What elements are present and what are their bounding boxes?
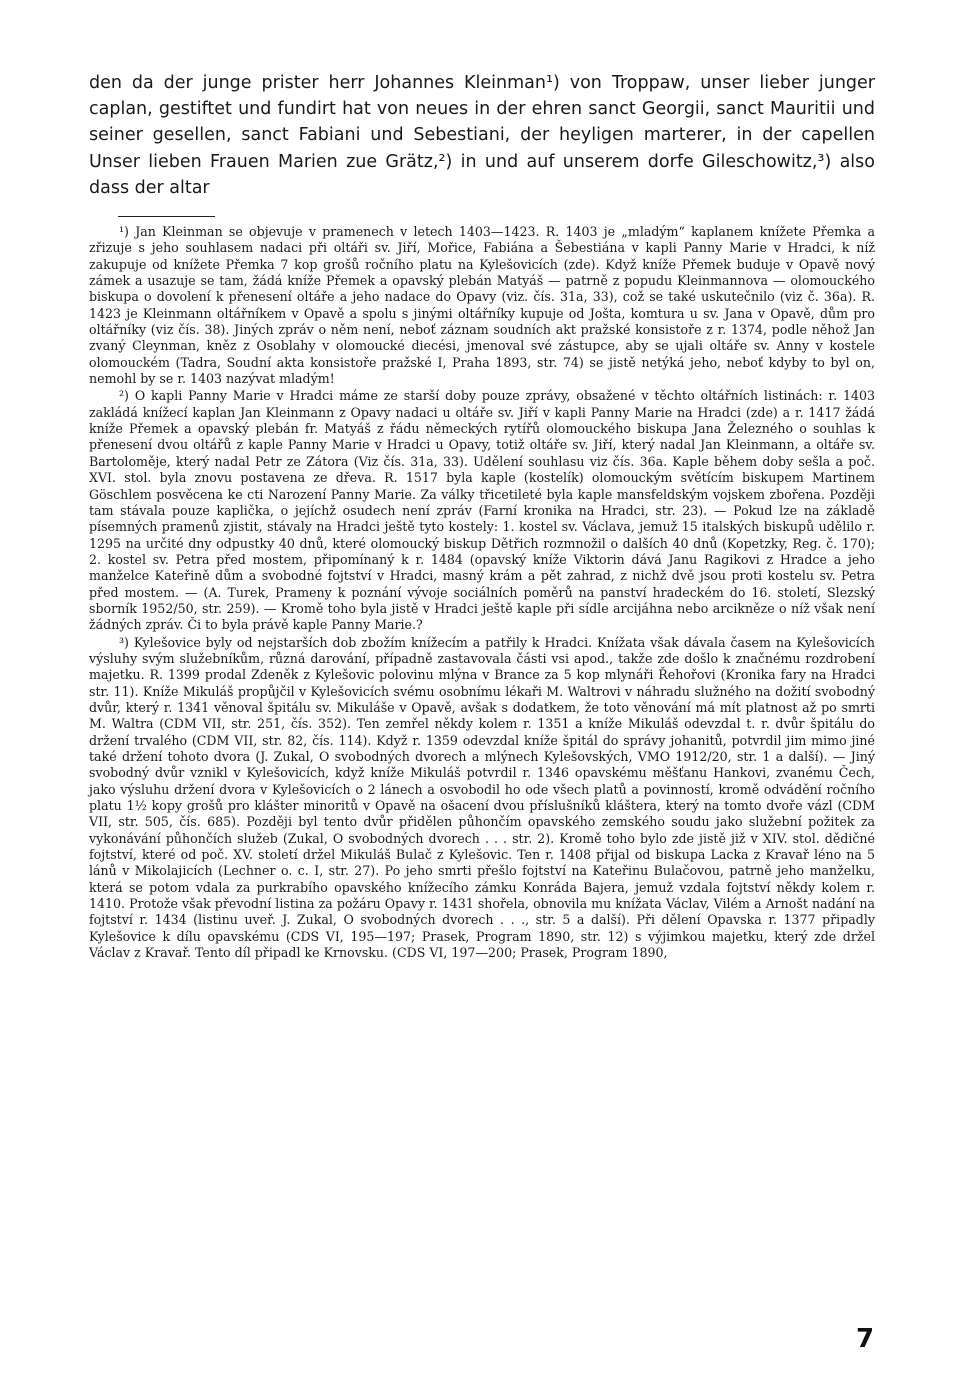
footnotes-block xyxy=(89,224,875,962)
footnote-separator xyxy=(118,216,215,217)
footnote-2: ²) O kapli Panny Marie v Hradci máme ze starší doby pouze zprávy, obsažené v těchto oltářních listinách: r. 1403 zakládá knížecí kaplan Jan Kleinmann z Opavy nadaci u oltáře sv. Jiří v kapli Panny Marie na Hradci (zde) a r. 1417 žádá kníže Přemek a opavský plebán fr. Matyáš z řádu německých rytířů olomouckého biskupa Jana Železného o souhlas k přenesení dvou oltářů z kaple Panny Marie v Hradci u Opavy, totiž oltáře sv. Jiří, který nadal Jan Kleinmann, a oltáře sv. Bartoloměje, který nadal Petr ze Zátora (Viz čís. 31a, 33). Udělení souhlasu viz čís. 36a. Kaple během doby sešla a poč. XVI. stol. byla znovu postavena ze dřeva. R. 1517 byla kaple (kostelík) olomouckým světícím biskupem Martinem Göschlem posvěcena ke cti Narození Panny Marie. Za války třicetileté byla kaple mansfeldským vojskem zbořena. Později tam stávala pouze kaplička, o jejíchž osudech není zpráv (Farní kronika na Hradci, str. 23). — Pokud lze na základě písemných pramenů zjistit, stávaly na Hradci ještě tyto kostely: 1. kostel sv. Václava, jemuž 15 italských biskupů udělilo r. 1295 na určité dny odpustky 40 dnů, které olomoucký biskup Dětřich rozmnožil o dalších 40 dnů (Kopetzky, Reg. č. 170); 2. kostel sv. Petra před mostem, připomínaný k r. 1484 (opavský kníže Viktorin dává Janu Ragikovi z Hradce a jeho manželce Kateřině dům a svobodné fojtství v Hradci, masný krám a pět zahrad, z nichž dvě jsou proti kostelu sv. Petra před mostem. — (A. Turek, Prameny k poznání vývoje sociálních poměrů na panství hradeckém do 16. století, Slezský sborník 1952/50, str. 259). — Kromě toho byla jistě v Hradci ještě kaple při sídle arcijáhna nebo arcikněze o níž však není žádných zpráv. Či to byla právě kaple Panny Marie.? xyxy=(89,388,875,633)
page-number: 7 xyxy=(856,1324,875,1354)
footnote-1: ¹) Jan Kleinman se objevuje v pramenech v letech 1403—1423. R. 1403 je „mladým“ kaplanem knížete Přemka a zřizuje s jeho souhlasem nadaci při oltáři sv. Jiří, Mořice, Fabiána a Šebestiána v kapli Panny Marie v Hradci, k níž zakupuje od knížete Přemka 7 kop grošů ročního platu na Kylešovicích (zde). Když kníže Přemek buduje v Opavě nový zámek a usazuje se tam, žádá kníže Přemek a opavský plebán Matyáš — patrně z popudu Kleinmannova — olomouckého biskupa o dovolení k přenesení oltáře a jeho nadace do Opavy (viz. čís. 31a, 33), což se také uskutečnilo (viz č. 36a). R. 1423 je Kleinmann oltářníkem v Opavě a spolu s jinými oltářníky kupuje od Jošta, komtura u sv. Jana v Opavě, dům pro oltářníky (viz čís. 38). Jiných zpráv o něm není, neboť záznam soudních akt pražské konsistoře z r. 1374, podle něhož Jan zvaný Cleynman, kněz z Osoblahy v olomoucké diecési, jmenoval své zástupce, aby se ujali oltáře sv. Anny v kostele olomouckém (Tadra, Soudní akta konsistoře pražské I, Praha 1893, str. 74) se jistě netýká jeho, neboť kdyby to byl on, nemohl by se r. 1403 nazývat mladým! xyxy=(89,224,875,387)
main-paragraph: den da der junge prister herr Johannes Kleinman¹) von Troppaw, unser lieber junger caplan, gestiftet und fundirt hat von neues in der ehren sanct Georgii, sanct Mauritii und seiner gesellen, sanct Fabiani und Sebestiani, der heyligen marterer, in der capellen Unser lieben Frauen Marien zue Grätz,²) in und auf unserem dorfe Gileschowitz,³) also dass der altar xyxy=(89,73,875,198)
footnote-3: ³) Kylešovice byly od nejstarších dob zbožím knížecím a patřily k Hradci. Knížata však dávala časem na Kylešovicích výsluhy svým služebníkům, různá darování, případně zastavovala části vsi apod., takže zde došlo k značnému rozdrobení majetku. R. 1399 prodal Zdeněk z Kylešovic polovinu mlýna v Brance za 5 kop mlynáři Řehořovi (Kronika fary na Hradci str. 11). Kníže Mikuláš propůjčil v Kylešovicích svému osobnímu lékaři M. Waltrovi v náhradu služného na dožití svobodný dvůr, který r. 1341 věnoval špitálu sv. Mikuláše v Opavě, avšak s dodatkem, že toto věnování má mít platnost až po smrti M. Waltra (CDM VII, str. 251, čís. 352). Ten zemřel někdy kolem r. 1351 a kníže Mikuláš odevzdal t. r. dvůr špitálu do držení trvalého (CDM VII, str. 82, čís. 114). Když r. 1359 odevzdal kníže špitál do správy johanitů, potvrdil jim mimo jiné také držení tohoto dvora (J. Zukal, O svobodných dvorech a mlýnech Kylešovských, VMO 1912/20, str. 1 a další). — Jiný svobodný dvůr vznikl v Kylešovicích, když kníže Mikuláš potvrdil r. 1346 opavskému měšťanu Hankovi, zvanému Čech, jako výsluhu držení dvora v Kylešovicích o 2 lánech a osvobodil ho ode všech platů a povinností, kromě odvádění ročního platu 1½ kopy grošů pro klášter minoritů v Opavě na ošacení dvou příslušníků kláštera, který na tomto dvoře vázl (CDM VII, str. 505, čís. 685). Později byl tento dvůr přidělen půhončím opavského zemského soudu jako služební požitek za vykonávání půhončích služeb (Zukal, O svobodných dvorech . . . str. 2). Kromě toho bylo zde jistě již v XIV. stol. dědičné fojtství, které od poč. XV. století držel Mikuláš Bulač z Kylešovic. Ten r. 1408 přijal od biskupa Lacka z Kravař léno na 5 lánů v Mikolajicích (Lechner o. c. I, str. 27). Po jeho smrti přešlo fojtství na Kateřinu Bulačovou, patrně jeho manželku, která se potom vdala za purkrabího opavského knížecího zámku Konráda Bajera, jemuž vzdala fojtství někdy kolem r. 1410. Protože však převodní listina za požáru Opavy r. 1431 shořela, obnovila mu knížata Václav, Vilém a Arnošt nadání na fojtství r. 1434 (listinu uveř. J. Zukal, O svobodných dvorech . . ., str. 5 a další). Při dělení Opavska r. 1377 připadly Kylešovice k dílu opavskému (CDS VI, 195—197; Prasek, Program 1890, str. 12) s výjimkou majetku, který zde držel Václav z Kravař. Tento díl připadl ke Krnovsku. (CDS VI, 197—200; Prasek, Program 1890, xyxy=(89,634,875,961)
main-text-block xyxy=(89,70,875,201)
